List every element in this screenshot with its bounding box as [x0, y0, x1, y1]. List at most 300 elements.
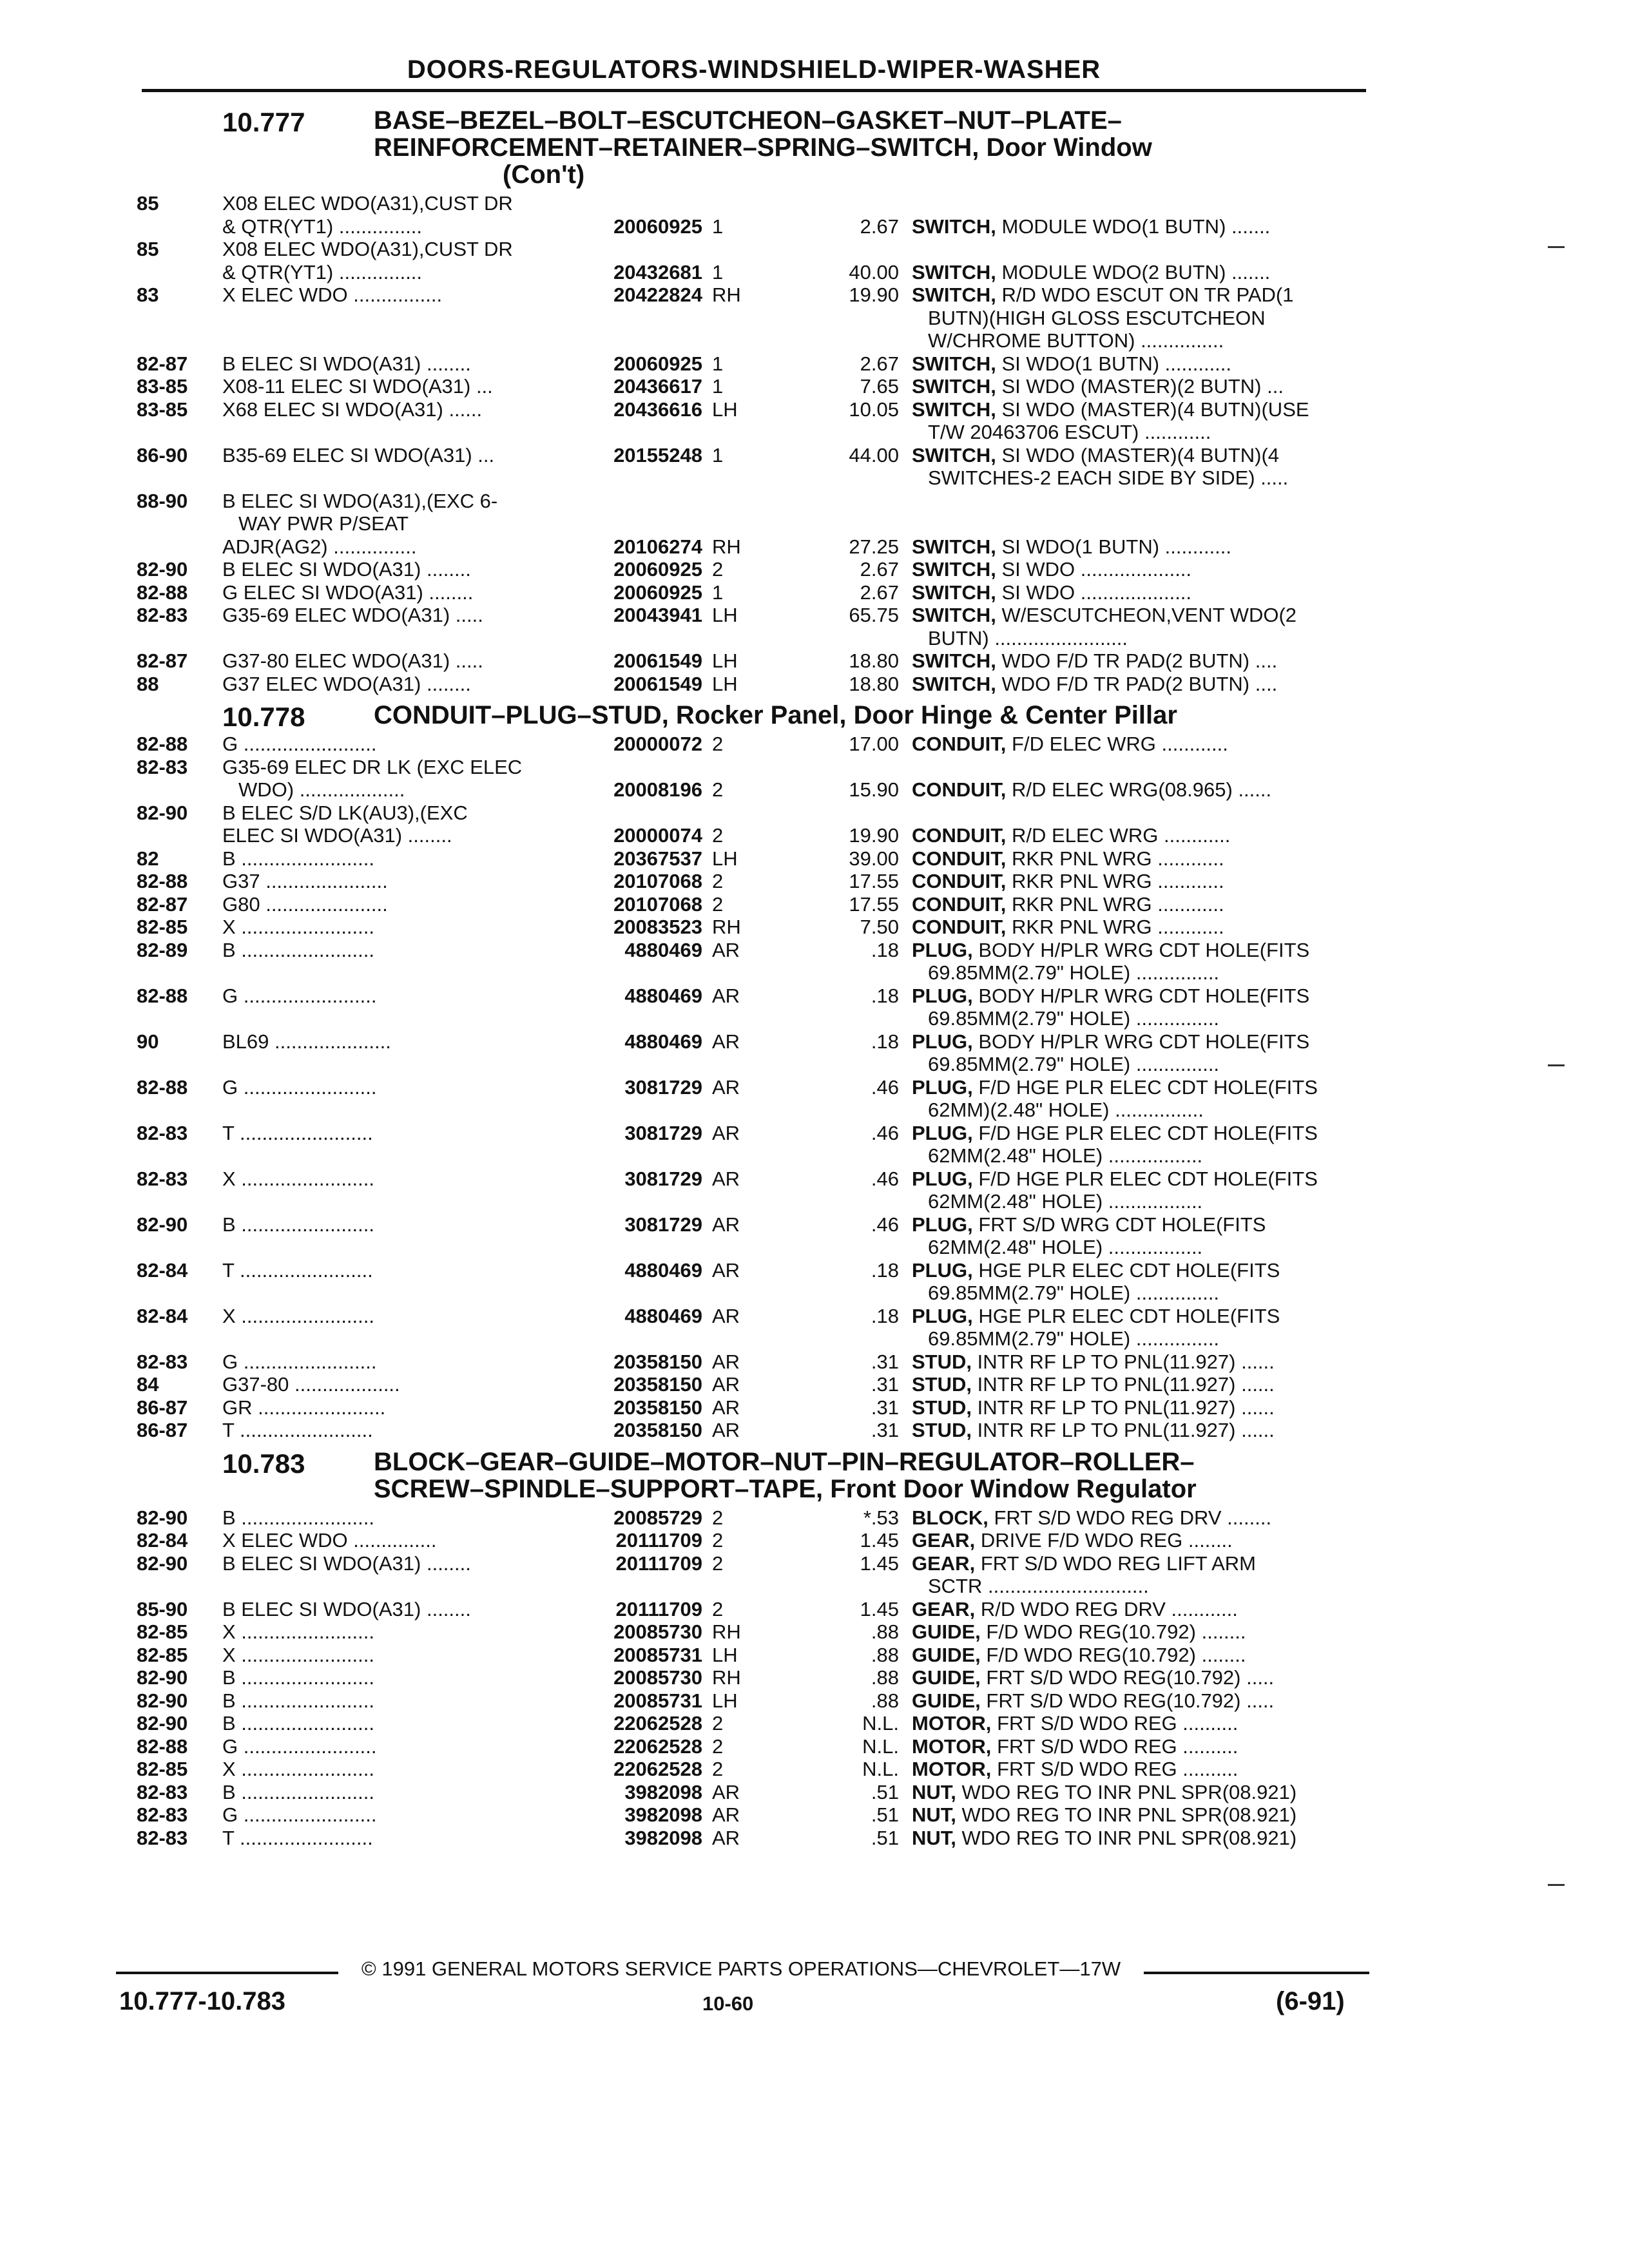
part-name-detail: HGE PLR ELEC CDT HOLE(FITS — [978, 1258, 1280, 1282]
part-name — [912, 284, 1373, 352]
quantity: RH — [712, 916, 741, 938]
model-description-line: G80 ...................... — [222, 892, 388, 916]
price: .31 — [871, 1373, 899, 1396]
quantity: AR — [712, 1258, 740, 1282]
price: 17.00 — [849, 733, 899, 755]
part-name-type: STUD, — [912, 1419, 972, 1441]
parts-row — [129, 1758, 1373, 1781]
part-name — [912, 1735, 1373, 1758]
footer-rule-right — [1144, 1972, 1369, 1974]
part-name — [912, 1168, 1373, 1213]
model-description-line: B ........................ — [222, 1666, 374, 1689]
parts-row — [129, 802, 1373, 847]
model-year: 88 — [137, 672, 159, 695]
price: .88 — [871, 1689, 899, 1712]
part-name — [912, 1552, 1373, 1598]
price: 15.90 — [849, 778, 899, 801]
model-year: 82-83 — [137, 1780, 188, 1803]
model-description-line: X ........................ — [222, 1167, 374, 1190]
part-name — [912, 444, 1373, 490]
part-name-type: SWITCH, — [912, 535, 996, 558]
price: .51 — [871, 1826, 899, 1849]
part-name — [912, 1305, 1373, 1350]
part-number: 4880469 — [624, 1030, 702, 1053]
model-year: 82-85 — [137, 916, 188, 938]
model-year: 82-83 — [137, 1826, 188, 1849]
quantity: 2 — [712, 1506, 724, 1529]
quantity: AR — [712, 1419, 740, 1441]
footer-section-range: 10.777-10.783 — [119, 1987, 286, 2015]
model-description-line: G ........................ — [222, 733, 377, 755]
model-description-line: X ........................ — [222, 1304, 374, 1327]
price: .46 — [871, 1213, 899, 1236]
model-year: 82-83 — [137, 1803, 188, 1826]
model-year: 82-88 — [137, 984, 188, 1007]
part-name-detail: WDO F/D TR PAD(2 BUTN) .... — [1001, 649, 1278, 672]
parts-row — [129, 1666, 1373, 1689]
part-name — [912, 1712, 1373, 1735]
model-year: 82-90 — [137, 558, 188, 581]
quantity: 1 — [712, 581, 724, 604]
model-year: 86-87 — [137, 1419, 188, 1441]
parts-catalog — [129, 101, 1373, 1849]
model-description-line: B ELEC SI WDO(A31) ........ — [222, 558, 471, 581]
part-name-detail: WDO REG TO INR PNL SPR(08.921) — [961, 1803, 1297, 1826]
part-number: 20061549 — [613, 672, 702, 695]
model-year: 88-90 — [137, 489, 188, 512]
model-year: 82-90 — [137, 1506, 188, 1529]
part-name-detail: SI WDO .................... — [1001, 558, 1192, 581]
part-name-continuation: SWITCHES-2 EACH SIDE BY SIDE) ..... — [928, 466, 1289, 489]
part-number: 20085731 — [613, 1643, 702, 1666]
part-name-type: PLUG, — [912, 1167, 973, 1190]
part-number: 20106274 — [613, 535, 702, 558]
part-name-detail: INTR RF LP TO PNL(11.927) ...... — [977, 1419, 1275, 1441]
quantity: LH — [712, 398, 738, 421]
part-name-type: SWITCH, — [912, 375, 996, 398]
quantity: AR — [712, 1167, 740, 1190]
part-name — [912, 1758, 1373, 1781]
model-description-line: X ELEC WDO ................ — [222, 284, 443, 306]
quantity: RH — [712, 1620, 741, 1643]
price: 1.45 — [860, 1529, 899, 1552]
price: 2.67 — [860, 558, 899, 581]
quantity: AR — [712, 1213, 740, 1236]
part-name-continuation: 69.85MM(2.79" HOLE) ............... — [928, 1327, 1220, 1350]
model-year: 86-90 — [137, 443, 188, 466]
part-name-type: GUIDE, — [912, 1666, 981, 1689]
part-number: 20358150 — [613, 1419, 702, 1441]
part-name-continuation: 69.85MM(2.79" HOLE) ............... — [928, 1282, 1220, 1304]
part-name — [912, 870, 1373, 893]
part-name — [912, 1213, 1373, 1259]
model-description-line: G37 ELEC WDO(A31) ........ — [222, 672, 471, 695]
model-description-line: T ........................ — [222, 1121, 373, 1144]
price: 7.50 — [860, 916, 899, 938]
quantity: 1 — [712, 215, 724, 238]
quantity: AR — [712, 1396, 740, 1419]
parts-row — [129, 1305, 1373, 1350]
model-year: 82-90 — [137, 1712, 188, 1735]
quantity: AR — [712, 938, 740, 961]
price: 2.67 — [860, 215, 899, 238]
part-number: 20111709 — [615, 1597, 702, 1620]
model-year: 82-88 — [137, 581, 188, 604]
model-description-line: B ........................ — [222, 1712, 374, 1735]
parts-row — [129, 1419, 1373, 1442]
price: N.L. — [862, 1758, 899, 1780]
model-description-line: B35-69 ELEC SI WDO(A31) ... — [222, 443, 495, 466]
model-description-line: X ........................ — [222, 1643, 374, 1666]
quantity: 2 — [712, 733, 724, 755]
part-number: 3081729 — [624, 1121, 702, 1144]
part-name-detail: FRT S/D WDO REG .......... — [997, 1735, 1239, 1758]
model-year: 86-87 — [137, 1396, 188, 1419]
part-name-continuation: 69.85MM(2.79" HOLE) ............... — [928, 961, 1220, 984]
page-header: DOORS-REGULATORS-WINDSHIELD-WIPER-WASHER — [407, 55, 1101, 84]
part-name-detail: FRT S/D WDO REG .......... — [997, 1712, 1239, 1735]
price: .18 — [871, 938, 899, 961]
quantity: 2 — [712, 1597, 724, 1620]
price: 27.25 — [849, 535, 899, 558]
part-name-detail: FRT S/D WDO REG(10.792) ..... — [986, 1666, 1275, 1689]
section-title-line: BASE–BEZEL–BOLT–ESCUTCHEON–GASKET–NUT–PLATE– — [374, 106, 1122, 135]
quantity: AR — [712, 984, 740, 1007]
part-name-type: NUT, — [912, 1803, 956, 1826]
price: .18 — [871, 1258, 899, 1282]
part-number: 20000074 — [613, 824, 702, 847]
part-name-type: PLUG, — [912, 1075, 973, 1099]
model-description-line: B ELEC S/D LK(AU3),(EXC — [222, 801, 468, 824]
part-name-type: STUD, — [912, 1350, 972, 1373]
part-name-detail: RKR PNL WRG ............ — [1012, 892, 1224, 916]
part-name-type: GUIDE, — [912, 1689, 981, 1712]
part-name-type: CONDUIT, — [912, 916, 1007, 938]
quantity: 1 — [712, 260, 724, 284]
part-number: 3081729 — [624, 1167, 702, 1190]
parts-row — [129, 756, 1373, 802]
section-number: 10.783 — [222, 1448, 305, 1479]
parts-row — [129, 673, 1373, 696]
model-year: 90 — [137, 1030, 159, 1053]
model-year: 82-90 — [137, 1213, 188, 1236]
parts-row — [129, 1030, 1373, 1076]
model-description-line: G ........................ — [222, 1075, 377, 1099]
part-number: 3982098 — [624, 1826, 702, 1849]
part-number: 20367537 — [613, 847, 702, 870]
part-name-detail: SI WDO (MASTER)(4 BUTN)(4 — [1001, 443, 1280, 466]
model-description-line: & QTR(YT1) ............... — [222, 215, 423, 238]
section-number: 10.777 — [222, 107, 305, 137]
header-rule — [142, 89, 1366, 92]
model-description-line: BL69 ..................... — [222, 1030, 391, 1053]
part-name — [912, 893, 1373, 916]
model-description-line: G ELEC SI WDO(A31) ........ — [222, 581, 474, 604]
part-name — [912, 778, 1373, 802]
parts-row — [129, 1735, 1373, 1758]
part-name — [912, 1620, 1373, 1644]
parts-row — [129, 1168, 1373, 1213]
parts-row — [129, 649, 1373, 673]
price: 2.67 — [860, 352, 899, 375]
part-name-detail: F/D ELEC WRG ............ — [1012, 733, 1228, 755]
part-name-type: PLUG, — [912, 1121, 973, 1144]
part-name-type: STUD, — [912, 1396, 972, 1419]
model-year: 82-83 — [137, 1167, 188, 1190]
part-name-type: SWITCH, — [912, 649, 996, 672]
model-description-line: G35-69 ELEC DR LK (EXC ELEC — [222, 755, 523, 778]
part-name-detail: BODY H/PLR WRG CDT HOLE(FITS — [978, 984, 1310, 1007]
part-name — [912, 352, 1373, 376]
price: .46 — [871, 1121, 899, 1144]
part-name-type: SWITCH, — [912, 581, 996, 604]
price: .88 — [871, 1666, 899, 1689]
quantity: AR — [712, 1304, 740, 1327]
price: N.L. — [862, 1735, 899, 1758]
section-number: 10.778 — [222, 702, 305, 732]
parts-row — [129, 1781, 1373, 1804]
model-description-line: T ........................ — [222, 1419, 373, 1441]
price: .51 — [871, 1803, 899, 1826]
part-name-type: NUT, — [912, 1780, 956, 1803]
part-name — [912, 581, 1373, 604]
part-name — [912, 1689, 1373, 1713]
parts-row — [129, 1350, 1373, 1374]
price: N.L. — [862, 1712, 899, 1735]
quantity: 2 — [712, 1735, 724, 1758]
model-year: 82-88 — [137, 1075, 188, 1099]
part-name-detail: SI WDO (MASTER)(4 BUTN)(USE — [1001, 398, 1309, 421]
quantity: 2 — [712, 778, 724, 801]
model-description-line: B ........................ — [222, 847, 374, 870]
parts-row — [129, 939, 1373, 985]
parts-row — [129, 604, 1373, 649]
part-name-type: GEAR, — [912, 1529, 976, 1552]
model-year: 82-87 — [137, 352, 188, 375]
part-name — [912, 673, 1373, 696]
part-name-continuation: 62MM(2.48" HOLE) ................. — [928, 1144, 1203, 1167]
parts-row — [129, 352, 1373, 376]
price: .88 — [871, 1620, 899, 1643]
price: .31 — [871, 1396, 899, 1419]
part-number: 20008196 — [613, 778, 702, 801]
part-name-detail: FRT S/D WDO REG(10.792) ..... — [986, 1689, 1275, 1712]
model-description-line: X ........................ — [222, 916, 374, 938]
part-name-type: CONDUIT, — [912, 847, 1007, 870]
model-year: 82-83 — [137, 1350, 188, 1373]
parts-row — [129, 893, 1373, 916]
model-description-line: B ........................ — [222, 1506, 374, 1529]
quantity: 1 — [712, 443, 724, 466]
part-name-type: MOTOR, — [912, 1735, 992, 1758]
quantity: AR — [712, 1075, 740, 1099]
part-number: 3982098 — [624, 1780, 702, 1803]
part-number: 20107068 — [613, 892, 702, 916]
price: .88 — [871, 1643, 899, 1666]
part-number: 4880469 — [624, 1304, 702, 1327]
section-heading — [129, 1448, 1373, 1503]
price: 17.55 — [849, 870, 899, 892]
model-year: 82-84 — [137, 1258, 188, 1282]
part-name-type: SWITCH, — [912, 352, 996, 375]
part-name-continuation: BUTN) ........................ — [928, 626, 1128, 649]
price: 19.90 — [849, 284, 899, 306]
part-number: 20436616 — [613, 398, 702, 421]
model-year: 82-83 — [137, 755, 188, 778]
part-name — [912, 1350, 1373, 1374]
parts-row — [129, 192, 1373, 238]
part-name-type: CONDUIT, — [912, 733, 1007, 755]
parts-row — [129, 1689, 1373, 1713]
part-number: 20060925 — [613, 215, 702, 238]
quantity: AR — [712, 1373, 740, 1396]
model-description-line: X68 ELEC SI WDO(A31) ...... — [222, 398, 483, 421]
quantity: 2 — [712, 1712, 724, 1735]
part-number: 20432681 — [613, 260, 702, 284]
price: 1.45 — [860, 1597, 899, 1620]
price: 10.05 — [849, 398, 899, 421]
model-description-line: WDO) ................... — [238, 778, 405, 801]
model-year: 82-84 — [137, 1529, 188, 1552]
part-name-detail: INTR RF LP TO PNL(11.927) ...... — [977, 1396, 1275, 1419]
model-year: 82-85 — [137, 1620, 188, 1643]
part-number: 4880469 — [624, 984, 702, 1007]
model-year: 82-90 — [137, 801, 188, 824]
part-name-detail: WDO REG TO INR PNL SPR(08.921) — [961, 1826, 1297, 1849]
part-name — [912, 215, 1373, 238]
part-name-detail: BODY H/PLR WRG CDT HOLE(FITS — [978, 938, 1310, 961]
part-name-type: PLUG, — [912, 984, 973, 1007]
part-name-detail: FRT S/D WDO REG DRV ........ — [994, 1506, 1272, 1529]
parts-row — [129, 558, 1373, 581]
part-name-detail: SI WDO .................... — [1001, 581, 1192, 604]
part-name-detail: DRIVE F/D WDO REG ........ — [980, 1529, 1233, 1552]
parts-row — [129, 870, 1373, 893]
part-number: 22062528 — [613, 1758, 702, 1780]
parts-row — [129, 1506, 1373, 1530]
price: .46 — [871, 1075, 899, 1099]
parts-row — [129, 490, 1373, 559]
section-title — [374, 1448, 1373, 1503]
part-name-detail: SI WDO (MASTER)(2 BUTN) ... — [1001, 375, 1284, 398]
part-name-detail: R/D ELEC WRG(08.965) ...... — [1012, 778, 1272, 801]
model-year: 82-87 — [137, 892, 188, 916]
part-name-type: BLOCK, — [912, 1506, 988, 1529]
part-name — [912, 1803, 1373, 1827]
footer-copyright: © 1991 GENERAL MOTORS SERVICE PARTS OPERATIONS—CHEVROLET—17W — [361, 1957, 1121, 1980]
part-name-continuation: BUTN)(HIGH GLOSS ESCUTCHEON — [928, 306, 1266, 329]
footer-date-code: (6-91) — [1276, 1987, 1345, 2015]
price: 18.80 — [849, 672, 899, 695]
part-number: 20107068 — [613, 870, 702, 892]
model-year: 85 — [137, 192, 159, 215]
parts-row — [129, 1213, 1373, 1259]
part-name-continuation: SCTR ............................. — [928, 1575, 1149, 1597]
part-name-detail: W/ESCUTCHEON,VENT WDO(2 — [1001, 604, 1297, 626]
quantity: 2 — [712, 1529, 724, 1552]
model-description-line: G37-80 ELEC WDO(A31) ..... — [222, 649, 483, 672]
price: 1.45 — [860, 1552, 899, 1575]
price: 17.55 — [849, 892, 899, 916]
part-name-detail: MODULE WDO(1 BUTN) ....... — [1001, 215, 1271, 238]
quantity: LH — [712, 649, 738, 672]
part-name-continuation: 69.85MM(2.79" HOLE) ............... — [928, 1007, 1220, 1030]
price: 19.90 — [849, 824, 899, 847]
part-number: 20061549 — [613, 649, 702, 672]
part-number: 20111709 — [615, 1552, 702, 1575]
quantity: 2 — [712, 824, 724, 847]
part-number: 20043941 — [613, 604, 702, 626]
price: 18.80 — [849, 649, 899, 672]
part-name-detail: FRT S/D WDO REG .......... — [997, 1758, 1239, 1780]
part-name-detail: RKR PNL WRG ............ — [1012, 916, 1224, 938]
part-name-type: GEAR, — [912, 1597, 976, 1620]
footer-rule-left — [116, 1972, 338, 1974]
section-title-line: REINFORCEMENT–RETAINER–SPRING–SWITCH, Door Window — [374, 133, 1152, 162]
part-number: 20111709 — [615, 1529, 702, 1552]
price: *.53 — [863, 1506, 899, 1529]
model-year: 82-83 — [137, 604, 188, 626]
model-description-line: B ........................ — [222, 1780, 374, 1803]
part-name-type: PLUG, — [912, 1258, 973, 1282]
model-year: 84 — [137, 1373, 159, 1396]
quantity: AR — [712, 1030, 740, 1053]
part-number: 20085729 — [613, 1506, 702, 1529]
part-number: 3081729 — [624, 1075, 702, 1099]
section-heading — [129, 701, 1373, 732]
part-name — [912, 1781, 1373, 1804]
margin-tick-mark — [1548, 1884, 1565, 1886]
part-name — [912, 398, 1373, 444]
part-number: 20155248 — [613, 443, 702, 466]
part-name — [912, 261, 1373, 284]
parts-row — [129, 1076, 1373, 1122]
quantity: AR — [712, 1826, 740, 1849]
model-description-line: B ........................ — [222, 938, 374, 961]
model-year: 82-85 — [137, 1643, 188, 1666]
part-name-detail: FRT S/D WRG CDT HOLE(FITS — [978, 1213, 1266, 1236]
model-year: 85 — [137, 238, 159, 260]
margin-tick-mark — [1548, 1064, 1565, 1066]
model-description-line: ADJR(AG2) ............... — [222, 535, 417, 558]
model-description-line: B ........................ — [222, 1213, 374, 1236]
part-name-type: SWITCH, — [912, 284, 996, 306]
parts-row — [129, 1552, 1373, 1598]
parts-row — [129, 375, 1373, 398]
parts-row — [129, 444, 1373, 490]
model-description-line: G ........................ — [222, 1735, 377, 1758]
quantity: LH — [712, 847, 738, 870]
part-name-type: PLUG, — [912, 1213, 973, 1236]
parts-row — [129, 1827, 1373, 1850]
quantity: LH — [712, 1643, 738, 1666]
model-description-line: B ELEC SI WDO(A31) ........ — [222, 352, 471, 375]
part-name — [912, 1644, 1373, 1667]
part-name-detail: WDO REG TO INR PNL SPR(08.921) — [961, 1780, 1297, 1803]
part-name — [912, 916, 1373, 939]
parts-row — [129, 398, 1373, 444]
model-description-line: B ........................ — [222, 1689, 374, 1712]
parts-row — [129, 1529, 1373, 1552]
part-name-type: SWITCH, — [912, 604, 996, 626]
model-description-line: X ........................ — [222, 1620, 374, 1643]
price: 39.00 — [849, 847, 899, 870]
part-name-detail: FRT S/D WDO REG LIFT ARM — [980, 1552, 1256, 1575]
part-name-type: PLUG, — [912, 1030, 973, 1053]
part-name-continuation: 69.85MM(2.79" HOLE) ............... — [928, 1053, 1220, 1075]
model-year: 82-85 — [137, 1758, 188, 1780]
parts-row — [129, 238, 1373, 284]
